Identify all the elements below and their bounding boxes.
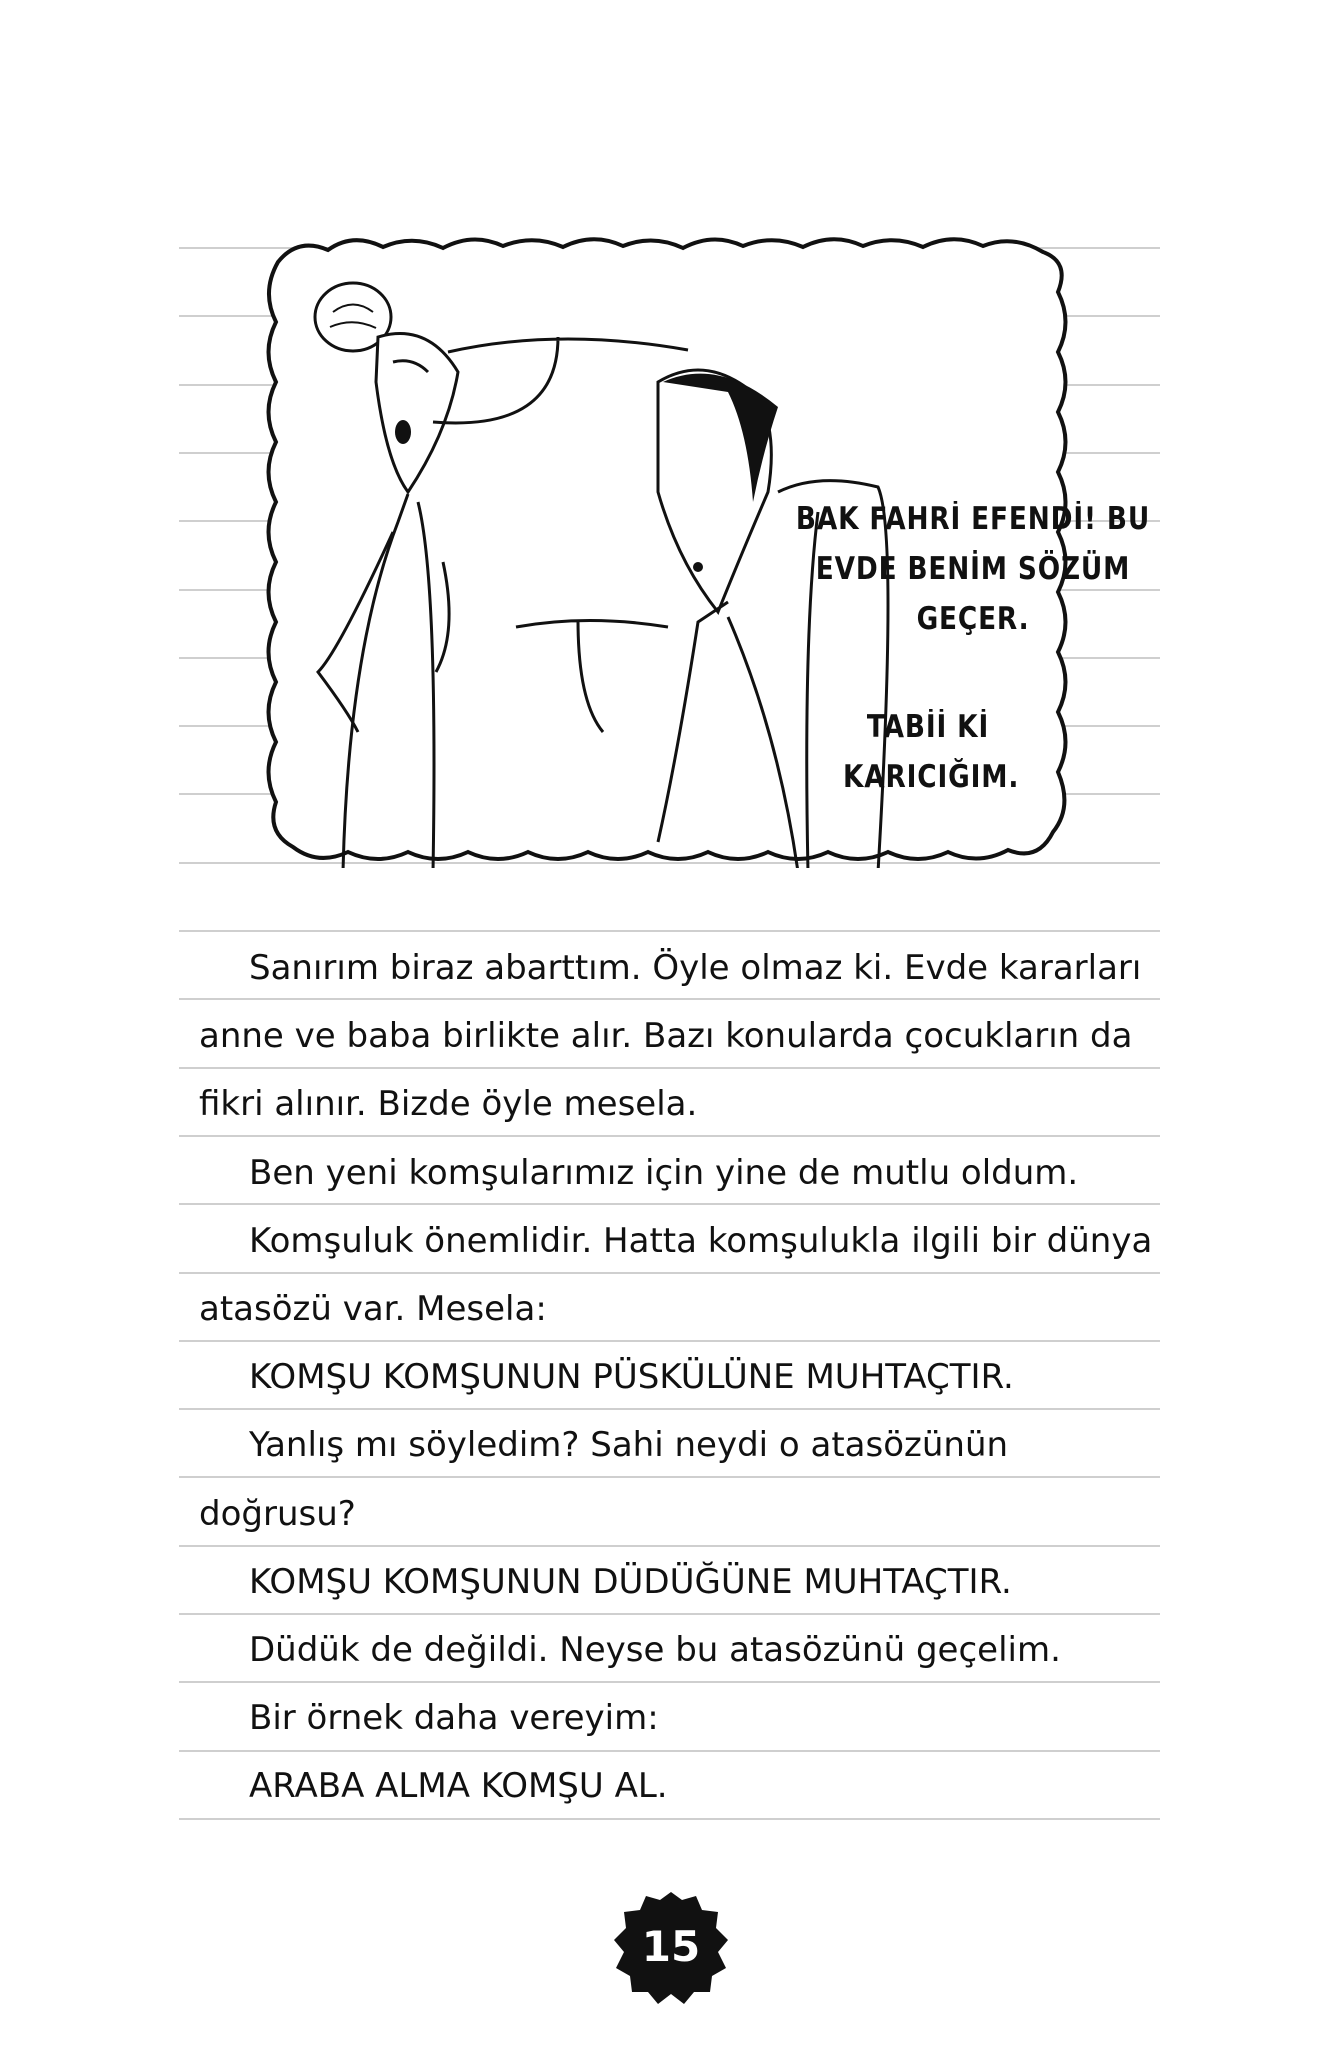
text-line: Yanlış mı söyledim? Sahi neydi o atasözünün bbox=[249, 1425, 1009, 1466]
body-text bbox=[199, 938, 1159, 1824]
text-line: doğrusu? bbox=[199, 1493, 356, 1534]
text-line: KOMŞU KOMŞUNUN DÜDÜĞÜNE MUHTAÇTIR. bbox=[249, 1561, 1012, 1602]
text-line: Komşuluk önemlidir. Hatta komşulukla ilgili bir dünya bbox=[249, 1220, 1153, 1261]
text-line: Ben yeni komşularımız için yine de mutlu oldum. bbox=[249, 1152, 1079, 1193]
ruled-line bbox=[179, 930, 1160, 932]
text-line: KOMŞU KOMŞUNUN PÜSKÜLÜNE MUHTAÇTIR. bbox=[249, 1357, 1014, 1398]
speech-bubble-husband: TABİİ Kİ KARICIĞIM. bbox=[843, 709, 1020, 795]
text-line: atasözü var. Mesela: bbox=[199, 1288, 547, 1329]
text-line: Düdük de değildi. Neyse bu atasözünü geçelim. bbox=[249, 1629, 1061, 1670]
text-line: anne ve baba birlikte alır. Bazı konularda çocukların da bbox=[199, 1016, 1133, 1057]
text-line: ARABA ALMA KOMŞU AL. bbox=[249, 1766, 668, 1807]
page-number-badge bbox=[612, 1888, 730, 2006]
page-number: 15 bbox=[641, 1922, 701, 1971]
comic-panel bbox=[258, 232, 1151, 868]
text-line: fikri alınır. Bizde öyle mesela. bbox=[199, 1084, 698, 1125]
speech-bubble-wife: BAK FAHRİ EFENDİ! BU EVDE BENİM SÖZÜM GEÇER. bbox=[795, 501, 1151, 637]
text-line: Bir örnek daha vereyim: bbox=[249, 1698, 659, 1739]
text-line: Sanırım biraz abarttım. Öyle olmaz ki. Evde kararları bbox=[249, 948, 1142, 988]
